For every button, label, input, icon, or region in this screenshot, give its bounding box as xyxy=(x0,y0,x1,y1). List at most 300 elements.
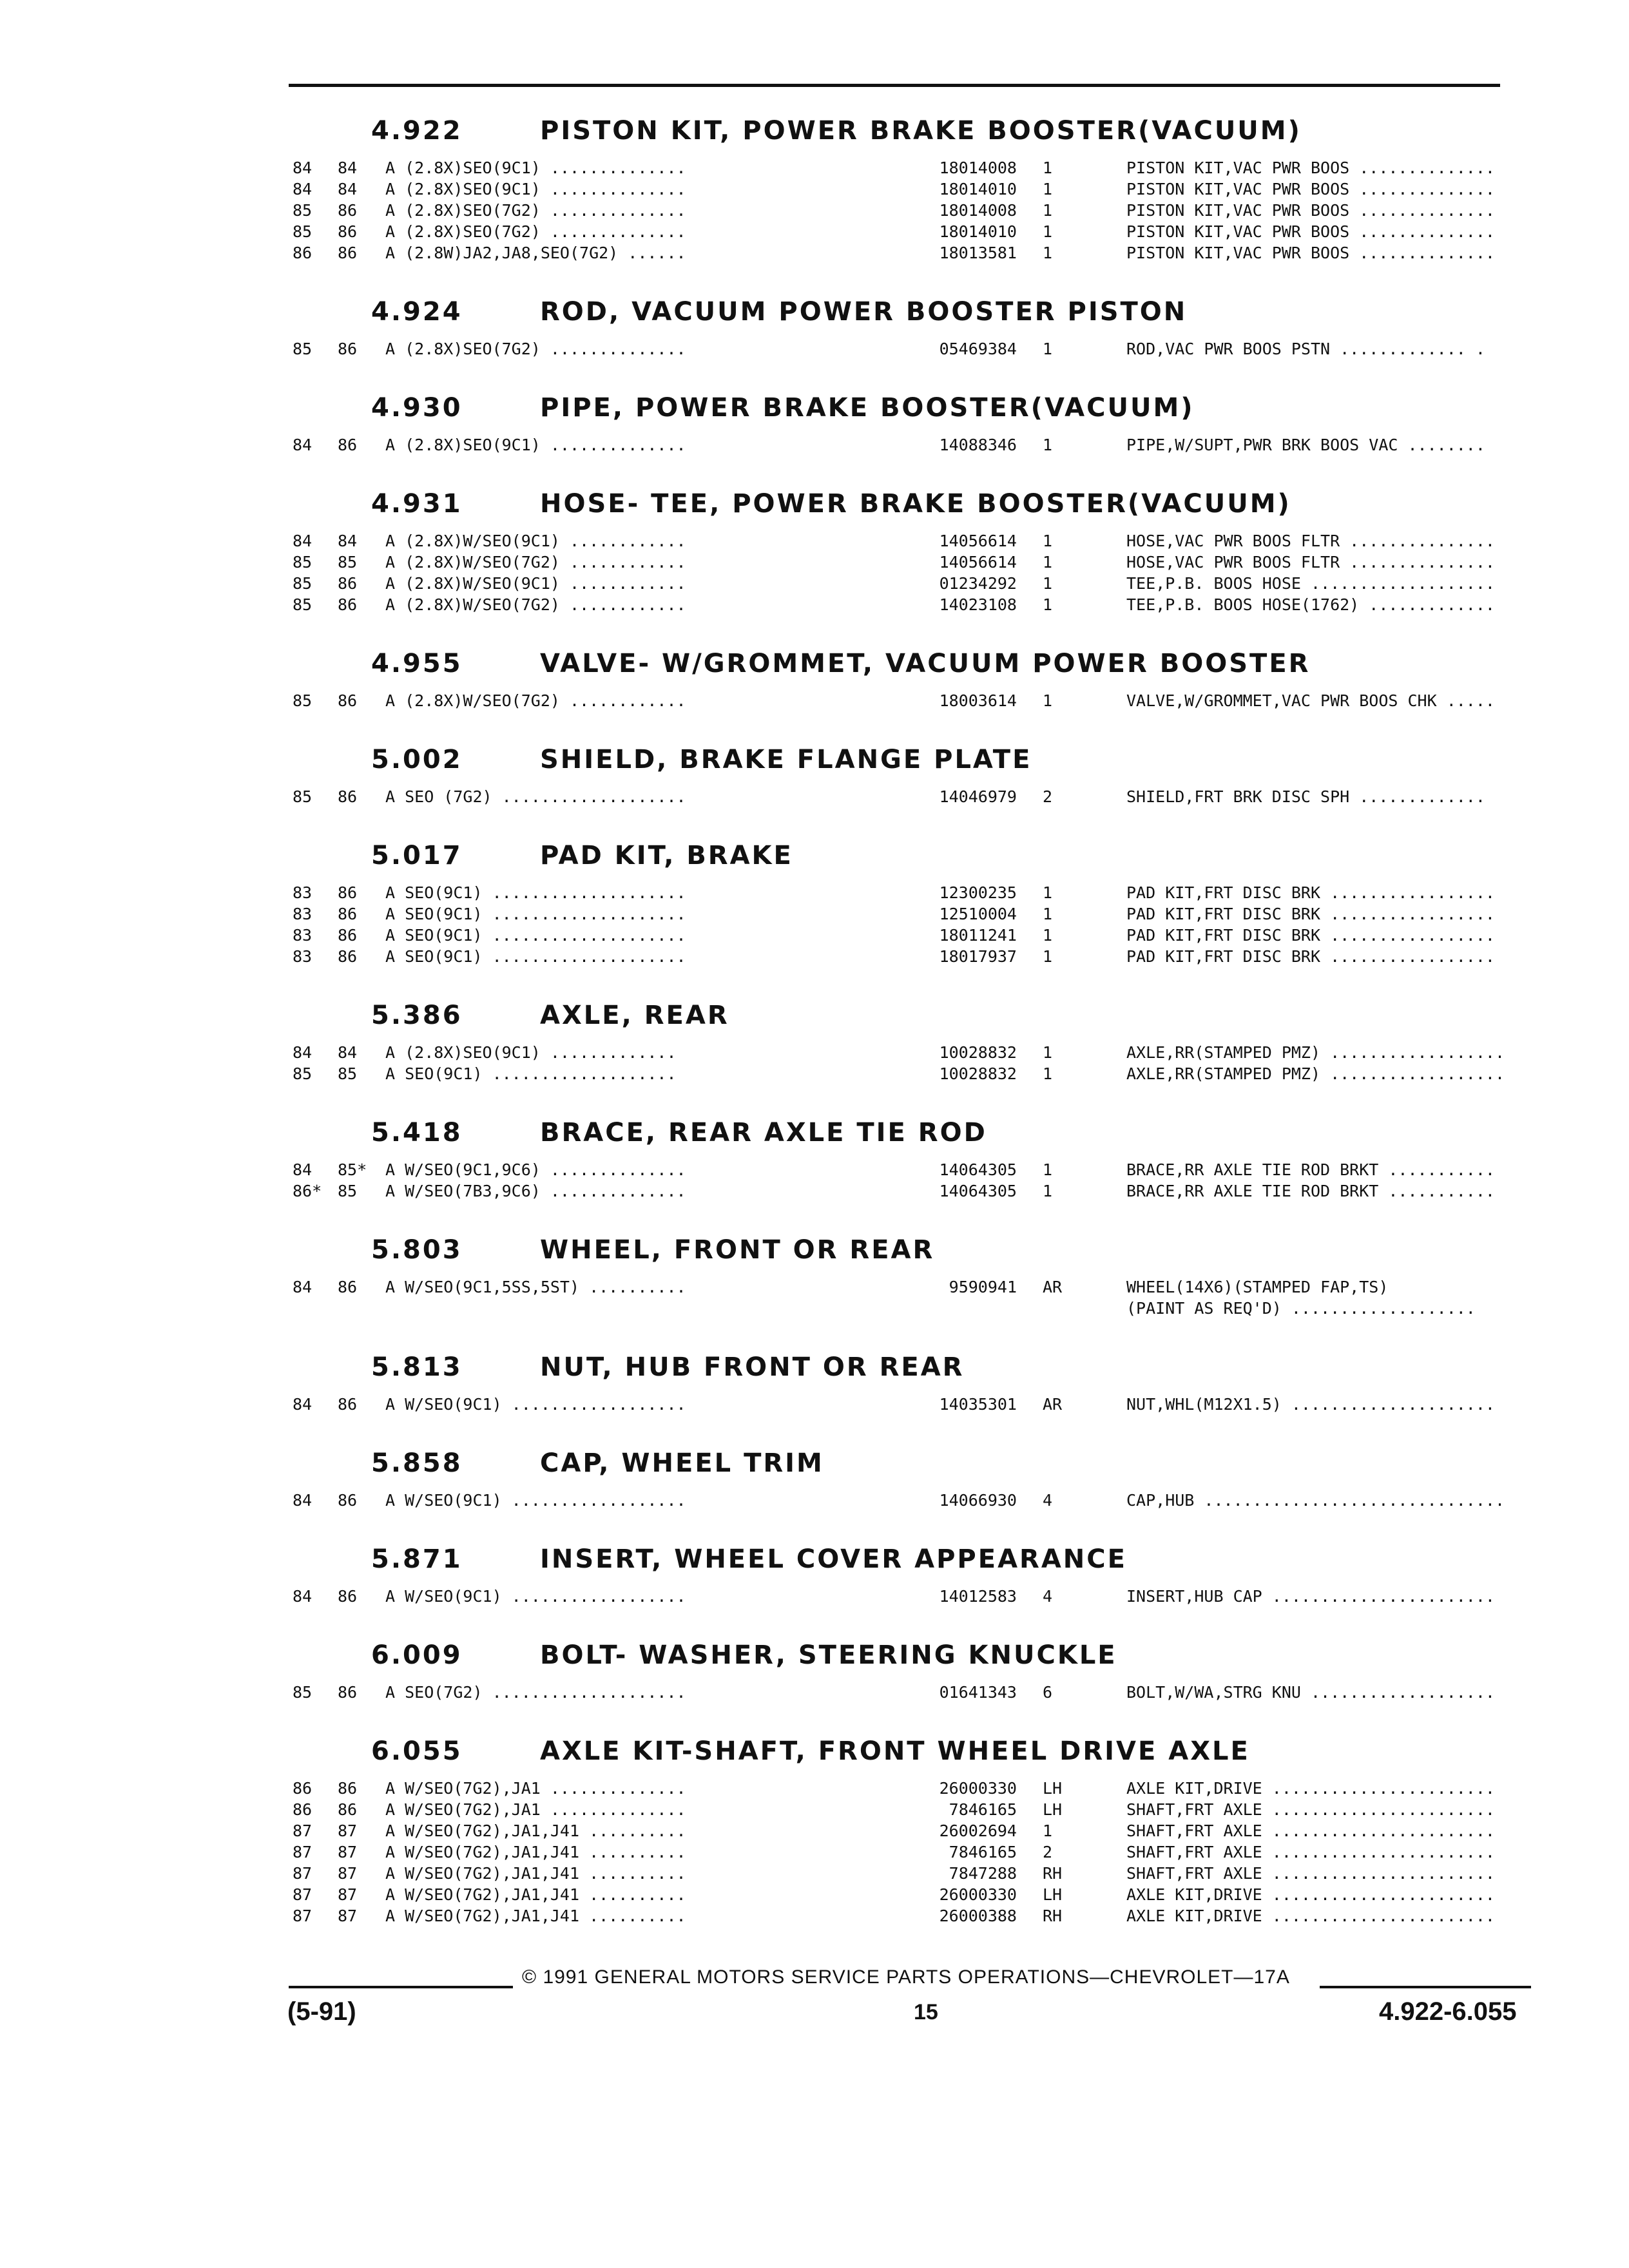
part-number: 14012583 xyxy=(939,1587,1017,1606)
part-name: VALVE,W/GROMMET,VAC PWR BOOS CHK ..... xyxy=(1126,691,1495,710)
quantity: 2 xyxy=(1043,1843,1053,1861)
year-to: 86 xyxy=(338,1683,358,1702)
usage-description: A SEO(7G2) .................... xyxy=(385,1683,686,1702)
part-name: SHAFT,FRT AXLE ....................... xyxy=(1126,1843,1495,1861)
year-to: 86 xyxy=(338,222,358,241)
part-number: 26000388 xyxy=(939,1907,1017,1925)
parts-row xyxy=(289,786,1485,807)
parts-row xyxy=(289,594,1495,615)
part-name: AXLE,RR(STAMPED PMZ) .................. xyxy=(1126,1043,1505,1062)
quantity: 1 xyxy=(1043,1043,1053,1062)
section-title: PIPE, POWER BRAKE BOOSTER(VACUUM) xyxy=(540,393,1195,423)
year-to: 86 xyxy=(338,244,358,262)
part-name: BRACE,RR AXLE TIE ROD BRKT ........... xyxy=(1126,1160,1495,1179)
parts-row xyxy=(289,1586,1495,1607)
parts-row xyxy=(289,1063,1505,1084)
year-to: 87 xyxy=(338,1864,358,1883)
section-title: WHEEL, FRONT OR REAR xyxy=(540,1235,935,1265)
section-title: HOSE- TEE, POWER BRAKE BOOSTER(VACUUM) xyxy=(540,489,1291,519)
footer-section-range: 4.922-6.055 xyxy=(1379,1997,1517,2026)
usage-description: A (2.8W)JA2,JA8,SEO(7G2) ...... xyxy=(385,244,686,262)
parts-list xyxy=(289,336,1485,380)
parts-row xyxy=(289,552,1495,573)
section-title: ROD, VACUUM POWER BOOSTER PISTON xyxy=(540,297,1188,327)
year-from: 84 xyxy=(293,180,313,198)
part-name: WHEEL(14X6)(STAMPED FAP,TS) xyxy=(1126,1278,1389,1296)
year-from: 86* xyxy=(293,1182,322,1200)
part-number: 26000330 xyxy=(939,1885,1017,1904)
part-number: 18014008 xyxy=(939,159,1017,177)
usage-description: A (2.8X)W/SEO(7G2) ............ xyxy=(385,553,686,572)
year-from: 84 xyxy=(293,1160,313,1179)
catalog-section xyxy=(289,1436,1505,1532)
footer-rule-right xyxy=(1320,1986,1531,1988)
quantity: 1 xyxy=(1043,222,1053,241)
section-number: 5.418 xyxy=(371,1118,463,1148)
section-heading xyxy=(289,380,1397,432)
part-number: 14035301 xyxy=(939,1395,1017,1414)
section-number: 5.002 xyxy=(371,745,463,774)
parts-row xyxy=(289,1841,1495,1863)
year-from: 85 xyxy=(293,340,313,358)
year-from: 83 xyxy=(293,947,313,966)
part-name: INSERT,HUB CAP ....................... xyxy=(1126,1587,1495,1606)
quantity: 1 xyxy=(1043,1821,1053,1840)
usage-description: A (2.8X)SEO(9C1) .............. xyxy=(385,436,686,454)
part-number: 18011241 xyxy=(939,926,1017,945)
section-heading xyxy=(289,732,1397,783)
year-to: 86 xyxy=(338,436,358,454)
part-name: SHIELD,FRT BRK DISC SPH ............. xyxy=(1126,787,1485,806)
year-from: 86 xyxy=(293,1800,313,1819)
section-title: VALVE- W/GROMMET, VACUUM POWER BOOSTER xyxy=(540,649,1311,678)
section-heading xyxy=(289,1222,1397,1274)
page-number: 15 xyxy=(914,2000,938,2024)
parts-list xyxy=(289,1157,1495,1222)
part-name: PISTON KIT,VAC PWR BOOS .............. xyxy=(1126,222,1495,241)
year-to: 86 xyxy=(338,926,358,945)
year-to: 86 xyxy=(338,883,358,902)
quantity: 1 xyxy=(1043,1160,1053,1179)
parts-row xyxy=(289,1905,1495,1927)
parts-row xyxy=(289,338,1485,360)
year-from: 87 xyxy=(293,1864,313,1883)
usage-description: A W/SEO(7G2),JA1,J41 .......... xyxy=(385,1864,686,1883)
quantity: 1 xyxy=(1043,947,1053,966)
parts-row xyxy=(289,925,1495,946)
year-from: 84 xyxy=(293,1043,313,1062)
year-to: 87 xyxy=(338,1821,358,1840)
usage-description: A W/SEO(9C1) .................. xyxy=(385,1395,686,1414)
usage-description: A W/SEO(7G2),JA1,J41 .......... xyxy=(385,1907,686,1925)
section-number: 4.924 xyxy=(371,297,463,327)
quantity: 1 xyxy=(1043,905,1053,923)
year-from: 84 xyxy=(293,1278,313,1296)
parts-row xyxy=(289,1042,1505,1063)
year-from: 85 xyxy=(293,595,313,614)
usage-description: A SEO(9C1) ................... xyxy=(385,1064,677,1083)
part-name: BOLT,W/WA,STRG KNU ................... xyxy=(1126,1683,1495,1702)
year-to: 86 xyxy=(338,787,358,806)
catalog-section xyxy=(289,103,1495,284)
year-to: 86 xyxy=(338,201,358,220)
catalog-section xyxy=(289,1340,1495,1436)
quantity: 1 xyxy=(1043,244,1053,262)
section-title: PAD KIT, BRAKE xyxy=(540,841,793,870)
year-from: 83 xyxy=(293,926,313,945)
quantity: RH xyxy=(1043,1907,1063,1925)
usage-description: A W/SEO(7G2),JA1,J41 .......... xyxy=(385,1843,686,1861)
footer-rule-left xyxy=(289,1986,513,1988)
usage-description: A (2.8X)W/SEO(7G2) ............ xyxy=(385,595,686,614)
usage-description: A (2.8X)SEO(9C1) .............. xyxy=(385,159,686,177)
quantity: 1 xyxy=(1043,1064,1053,1083)
part-number: 14056614 xyxy=(939,553,1017,572)
year-from: 85 xyxy=(293,201,313,220)
year-to: 85 xyxy=(338,553,358,572)
parts-row xyxy=(289,1682,1495,1703)
section-heading xyxy=(289,1724,1397,1775)
part-number: 18014008 xyxy=(939,201,1017,220)
part-name: AXLE,RR(STAMPED PMZ) .................. xyxy=(1126,1064,1505,1083)
part-number: 05469384 xyxy=(939,340,1017,358)
usage-description: A (2.8X)W/SEO(9C1) ............ xyxy=(385,574,686,593)
part-name: NUT,WHL(M12X1.5) ..................... xyxy=(1126,1395,1495,1414)
parts-row xyxy=(289,573,1495,594)
section-number: 5.858 xyxy=(371,1448,463,1478)
quantity: LH xyxy=(1043,1800,1063,1819)
year-to: 86 xyxy=(338,1278,358,1296)
parts-row xyxy=(289,1298,1476,1319)
parts-row xyxy=(289,242,1495,264)
year-from: 84 xyxy=(293,1491,313,1510)
part-name: PISTON KIT,VAC PWR BOOS .............. xyxy=(1126,159,1495,177)
part-name: PAD KIT,FRT DISC BRK ................. xyxy=(1126,883,1495,902)
section-number: 6.009 xyxy=(371,1640,463,1670)
year-from: 84 xyxy=(293,159,313,177)
top-rule xyxy=(289,84,1500,87)
part-number: 14046979 xyxy=(939,787,1017,806)
quantity: LH xyxy=(1043,1779,1063,1798)
parts-list xyxy=(289,687,1495,732)
year-from: 84 xyxy=(293,436,313,454)
usage-description: A (2.8X)SEO(7G2) .............. xyxy=(385,201,686,220)
catalog-section xyxy=(289,1628,1495,1724)
year-to: 84 xyxy=(338,180,358,198)
parts-list xyxy=(289,528,1495,636)
section-number: 4.922 xyxy=(371,116,463,146)
year-from: 87 xyxy=(293,1885,313,1904)
parts-row xyxy=(289,178,1495,200)
year-from: 87 xyxy=(293,1907,313,1925)
year-to: 87 xyxy=(338,1907,358,1925)
catalog-section xyxy=(289,1222,1476,1340)
section-heading xyxy=(289,828,1397,879)
catalog-section xyxy=(289,476,1495,636)
year-to: 86 xyxy=(338,574,358,593)
parts-list xyxy=(289,783,1485,828)
year-from: 84 xyxy=(293,1395,313,1414)
year-from: 87 xyxy=(293,1821,313,1840)
parts-list xyxy=(289,1039,1505,1105)
year-to: 87 xyxy=(338,1843,358,1861)
year-from: 84 xyxy=(293,1587,313,1606)
section-number: 5.386 xyxy=(371,1001,463,1030)
year-to: 84 xyxy=(338,532,358,550)
parts-list xyxy=(289,1775,1495,1947)
quantity: 1 xyxy=(1043,574,1053,593)
part-number: 10028832 xyxy=(939,1043,1017,1062)
section-title: AXLE KIT-SHAFT, FRONT WHEEL DRIVE AXLE xyxy=(540,1736,1250,1766)
usage-description: A SEO (7G2) ................... xyxy=(385,787,686,806)
part-number: 26002694 xyxy=(939,1821,1017,1840)
part-name: PISTON KIT,VAC PWR BOOS .............. xyxy=(1126,244,1495,262)
parts-row xyxy=(289,221,1495,242)
parts-catalog-content xyxy=(289,103,1505,1947)
section-heading xyxy=(289,284,1397,336)
quantity: 1 xyxy=(1043,180,1053,198)
section-heading xyxy=(289,636,1397,687)
part-number: 14064305 xyxy=(939,1182,1017,1200)
parts-row xyxy=(289,903,1495,925)
usage-description: A SEO(9C1) .................... xyxy=(385,926,686,945)
part-number: 14088346 xyxy=(939,436,1017,454)
quantity: 1 xyxy=(1043,553,1053,572)
quantity: 1 xyxy=(1043,159,1053,177)
parts-row xyxy=(289,200,1495,221)
section-title: CAP, WHEEL TRIM xyxy=(540,1448,824,1478)
part-name: AXLE KIT,DRIVE ....................... xyxy=(1126,1907,1495,1925)
part-number: 14066930 xyxy=(939,1491,1017,1510)
part-name: PISTON KIT,VAC PWR BOOS .............. xyxy=(1126,201,1495,220)
quantity: 1 xyxy=(1043,595,1053,614)
part-name: BRACE,RR AXLE TIE ROD BRKT ........... xyxy=(1126,1182,1495,1200)
quantity: 6 xyxy=(1043,1683,1053,1702)
parts-row xyxy=(289,690,1495,711)
parts-row xyxy=(289,946,1495,967)
part-name: TEE,P.B. BOOS HOSE ................... xyxy=(1126,574,1495,593)
usage-description: A (2.8X)SEO(7G2) .............. xyxy=(385,222,686,241)
section-title: PISTON KIT, POWER BRAKE BOOSTER(VACUUM) xyxy=(540,116,1302,146)
year-to: 85 xyxy=(338,1182,358,1200)
quantity: 1 xyxy=(1043,883,1053,902)
usage-description: A (2.8X)W/SEO(9C1) ............ xyxy=(385,532,686,550)
usage-description: A W/SEO(7G2),JA1,J41 .......... xyxy=(385,1821,686,1840)
year-from: 85 xyxy=(293,1683,313,1702)
usage-description: A W/SEO(7G2),JA1,J41 .......... xyxy=(385,1885,686,1904)
footer-date: (5-91) xyxy=(287,1997,356,2026)
part-name: TEE,P.B. BOOS HOSE(1762) ............. xyxy=(1126,595,1495,614)
year-to: 87 xyxy=(338,1885,358,1904)
section-title: BRACE, REAR AXLE TIE ROD xyxy=(540,1118,987,1148)
year-from: 87 xyxy=(293,1843,313,1861)
section-number: 4.931 xyxy=(371,489,463,519)
year-to: 86 xyxy=(338,947,358,966)
year-to: 86 xyxy=(338,1779,358,1798)
usage-description: A W/SEO(7B3,9C6) .............. xyxy=(385,1182,686,1200)
parts-list xyxy=(289,1487,1505,1532)
catalog-section xyxy=(289,988,1505,1105)
part-number: 14023108 xyxy=(939,595,1017,614)
part-name: SHAFT,FRT AXLE ....................... xyxy=(1126,1864,1495,1883)
usage-description: A W/SEO(9C1,9C6) .............. xyxy=(385,1160,686,1179)
usage-description: A (2.8X)W/SEO(7G2) ............ xyxy=(385,691,686,710)
quantity: 1 xyxy=(1043,1182,1053,1200)
parts-row xyxy=(289,1799,1495,1820)
year-to: 84 xyxy=(338,159,358,177)
part-number: 01641343 xyxy=(939,1683,1017,1702)
usage-description: A W/SEO(9C1) .................. xyxy=(385,1587,686,1606)
parts-row xyxy=(289,1159,1495,1180)
section-heading xyxy=(289,1436,1397,1487)
catalog-section xyxy=(289,284,1485,380)
parts-list xyxy=(289,1583,1495,1628)
section-heading xyxy=(289,1532,1397,1583)
quantity: AR xyxy=(1043,1278,1063,1296)
part-number: 18013581 xyxy=(939,244,1017,262)
catalog-section xyxy=(289,1532,1495,1628)
part-name: (PAINT AS REQ'D) ................... xyxy=(1126,1299,1476,1318)
usage-description: A W/SEO(9C1) .................. xyxy=(385,1491,686,1510)
year-from: 85 xyxy=(293,574,313,593)
quantity: 1 xyxy=(1043,691,1053,710)
year-from: 83 xyxy=(293,905,313,923)
part-name: PIPE,W/SUPT,PWR BRK BOOS VAC ........ xyxy=(1126,436,1485,454)
part-number: 12300235 xyxy=(939,883,1017,902)
part-name: SHAFT,FRT AXLE ....................... xyxy=(1126,1800,1495,1819)
quantity: 1 xyxy=(1043,436,1053,454)
parts-row xyxy=(289,434,1485,456)
parts-row xyxy=(289,530,1495,552)
usage-description: A (2.8X)SEO(9C1) .............. xyxy=(385,180,686,198)
parts-list xyxy=(289,1274,1476,1340)
catalog-section xyxy=(289,636,1495,732)
year-to: 86 xyxy=(338,1800,358,1819)
part-name: PAD KIT,FRT DISC BRK ................. xyxy=(1126,926,1495,945)
year-to: 86 xyxy=(338,905,358,923)
parts-row xyxy=(289,1180,1495,1202)
part-number: 18014010 xyxy=(939,180,1017,198)
section-number: 5.871 xyxy=(371,1544,463,1574)
part-name: PAD KIT,FRT DISC BRK ................. xyxy=(1126,905,1495,923)
section-number: 4.955 xyxy=(371,649,463,678)
quantity: 1 xyxy=(1043,340,1053,358)
catalog-section xyxy=(289,1105,1495,1222)
year-from: 86 xyxy=(293,1779,313,1798)
parts-list xyxy=(289,1391,1495,1436)
year-to: 85* xyxy=(338,1160,367,1179)
parts-row xyxy=(289,1490,1505,1511)
parts-list xyxy=(289,155,1495,284)
year-from: 85 xyxy=(293,1064,313,1083)
section-number: 5.813 xyxy=(371,1352,463,1382)
year-from: 85 xyxy=(293,691,313,710)
part-number: 26000330 xyxy=(939,1779,1017,1798)
catalog-section xyxy=(289,1724,1495,1947)
quantity: 1 xyxy=(1043,201,1053,220)
usage-description: A SEO(9C1) .................... xyxy=(385,947,686,966)
section-number: 5.803 xyxy=(371,1235,463,1265)
year-from: 85 xyxy=(293,222,313,241)
section-number: 6.055 xyxy=(371,1736,463,1766)
year-to: 86 xyxy=(338,1491,358,1510)
section-title: NUT, HUB FRONT OR REAR xyxy=(540,1352,965,1382)
part-number: 01234292 xyxy=(939,574,1017,593)
parts-list xyxy=(289,879,1495,988)
section-heading xyxy=(289,1628,1397,1679)
quantity: RH xyxy=(1043,1864,1063,1883)
quantity: 4 xyxy=(1043,1491,1053,1510)
quantity: 1 xyxy=(1043,532,1053,550)
part-name: AXLE KIT,DRIVE ....................... xyxy=(1126,1885,1495,1904)
part-name: ROD,VAC PWR BOOS PSTN ............. . xyxy=(1126,340,1485,358)
part-name: PAD KIT,FRT DISC BRK ................. xyxy=(1126,947,1495,966)
part-number: 7846165 xyxy=(949,1800,1017,1819)
parts-list xyxy=(289,432,1485,476)
quantity: 4 xyxy=(1043,1587,1053,1606)
section-heading xyxy=(289,476,1397,528)
footer-copyright: © 1991 GENERAL MOTORS SERVICE PARTS OPERATIONS—CHEVROLET—17A xyxy=(522,1966,1290,1988)
parts-row xyxy=(289,157,1495,178)
part-name: SHAFT,FRT AXLE ....................... xyxy=(1126,1821,1495,1840)
quantity: AR xyxy=(1043,1395,1063,1414)
section-heading xyxy=(289,988,1397,1039)
year-to: 85 xyxy=(338,1064,358,1083)
year-from: 85 xyxy=(293,787,313,806)
usage-description: A W/SEO(9C1,5SS,5ST) .......... xyxy=(385,1278,686,1296)
section-title: SHIELD, BRAKE FLANGE PLATE xyxy=(540,745,1032,774)
year-from: 86 xyxy=(293,244,313,262)
usage-description: A (2.8X)SEO(9C1) ............. xyxy=(385,1043,677,1062)
year-to: 86 xyxy=(338,340,358,358)
part-number: 12510004 xyxy=(939,905,1017,923)
parts-row xyxy=(289,1778,1495,1799)
part-number: 7847288 xyxy=(949,1864,1017,1883)
quantity: 1 xyxy=(1043,926,1053,945)
part-number: 18014010 xyxy=(939,222,1017,241)
part-name: CAP,HUB ............................... xyxy=(1126,1491,1505,1510)
part-number: 7846165 xyxy=(949,1843,1017,1861)
usage-description: A W/SEO(7G2),JA1 .............. xyxy=(385,1800,686,1819)
year-to: 86 xyxy=(338,691,358,710)
year-to: 84 xyxy=(338,1043,358,1062)
part-number: 9590941 xyxy=(949,1278,1017,1296)
section-heading xyxy=(289,1340,1397,1391)
part-number: 14064305 xyxy=(939,1160,1017,1179)
part-name: PISTON KIT,VAC PWR BOOS .............. xyxy=(1126,180,1495,198)
parts-row xyxy=(289,882,1495,903)
year-from: 85 xyxy=(293,553,313,572)
usage-description: A SEO(9C1) .................... xyxy=(385,883,686,902)
parts-row xyxy=(289,1863,1495,1884)
section-number: 5.017 xyxy=(371,841,463,870)
part-name: HOSE,VAC PWR BOOS FLTR ............... xyxy=(1126,532,1495,550)
catalog-section xyxy=(289,732,1485,828)
year-from: 83 xyxy=(293,883,313,902)
parts-list xyxy=(289,1679,1495,1724)
parts-row xyxy=(289,1394,1495,1415)
year-from: 84 xyxy=(293,532,313,550)
part-number: 18003614 xyxy=(939,691,1017,710)
part-name: AXLE KIT,DRIVE ....................... xyxy=(1126,1779,1495,1798)
year-to: 86 xyxy=(338,1587,358,1606)
year-to: 86 xyxy=(338,1395,358,1414)
quantity: 2 xyxy=(1043,787,1053,806)
catalog-section xyxy=(289,828,1495,988)
section-number: 4.930 xyxy=(371,393,463,423)
usage-description: A W/SEO(7G2),JA1 .............. xyxy=(385,1779,686,1798)
part-number: 10028832 xyxy=(939,1064,1017,1083)
